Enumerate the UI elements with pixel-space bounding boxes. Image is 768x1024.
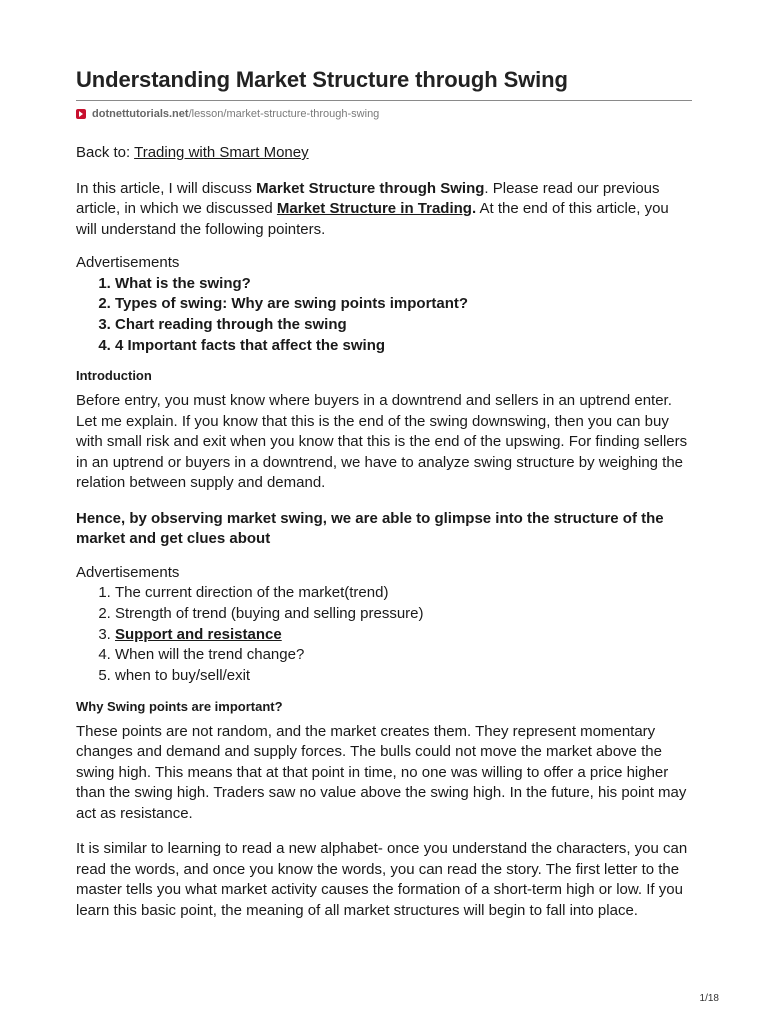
advertisements-label-2: Advertisements (76, 563, 180, 581)
back-link-line (76, 143, 692, 164)
previous-article-link[interactable]: Market Structure in Trading (276, 200, 472, 217)
source-url[interactable] (76, 107, 692, 121)
intro-bold: Market Structure through Swing (256, 179, 485, 197)
source-path: /lesson/market-structure-through-swing (188, 108, 380, 120)
page-number: 1/18 (699, 993, 719, 1004)
list-item: 1. What is the swing? (115, 274, 692, 295)
clues-list (76, 583, 692, 687)
why-swing-paragraph-2: It is similar to learning to read a new alphabet- once you understand the characters, you can read the words, and once you know the words, you can read the story. The first letter to the master tells you what market activity causes the formation of a short-term high or low. If you learn this basic point, the meaning of all market structures will begin to fall into place. (76, 840, 688, 919)
why-swing-paragraph-1: These points are not random, and the market creates them. They represent momentary changes and demand and supply forces. The bulls could not move the market above the swing high. This means that at that point in time, no one was willing to offer a price higher than the swing high. Traders saw no value above the swing high. In the future, his point may act as resistance. (76, 722, 687, 822)
list-item: 4. 4 Important facts that affect the swing (115, 336, 692, 357)
introduction-bold-paragraph: Hence, by observing market swing, we are able to glimpse into the structure of the market and get clues about (76, 509, 664, 548)
intro-text-2: . Please read our previous article, in which we discussed (76, 179, 660, 217)
source-domain: dotnettutorials.net (92, 108, 189, 120)
list-item: 3. Chart reading through the swing (115, 315, 692, 336)
list-item: 2. Types of swing: Why are swing points important? (115, 294, 692, 315)
introduction-paragraph: Before entry, you must know where buyers in a downtrend and sellers in an uptrend enter. Let me explain. If you know that this is the end of the swing downswing, then you can buy with small risk and exit when you know that this is the end of the upswing. For finding sellers in an uptrend or buyers in a downtrend, we have to analyze swing structure by weighing the relation between supply and demand. (76, 392, 688, 492)
intro-text-3: At the end of this article, you will understand the following pointers. (76, 200, 669, 238)
support-resistance-link[interactable]: Support and resistance (115, 625, 282, 643)
section-heading-why-swing: Why Swing points are important? (76, 698, 283, 714)
list-item: 1. The current direction of the market(trend) (115, 583, 692, 604)
list-item (115, 625, 692, 646)
list-item: 2. Strength of trend (buying and selling pressure) (115, 604, 692, 625)
pointers-list (76, 274, 692, 357)
back-prefix: Back to: (76, 144, 135, 161)
intro-text-1: In this article, I will discuss (76, 179, 257, 197)
intro-paragraph (76, 179, 692, 241)
advertisements-label-1: Advertisements (76, 254, 180, 271)
list-item: 4. When will the trend change? (115, 645, 692, 666)
list-item: 5. when to buy/sell/exit (115, 666, 692, 687)
back-link[interactable]: Trading with Smart Money (134, 144, 309, 161)
site-favicon-icon (76, 109, 86, 119)
title-divider (76, 100, 692, 101)
page-title: Understanding Market Structure through Swing (76, 67, 568, 92)
section-heading-introduction: Introduction (76, 368, 152, 384)
document-page (76, 0, 692, 921)
intro-period: . (471, 200, 477, 217)
